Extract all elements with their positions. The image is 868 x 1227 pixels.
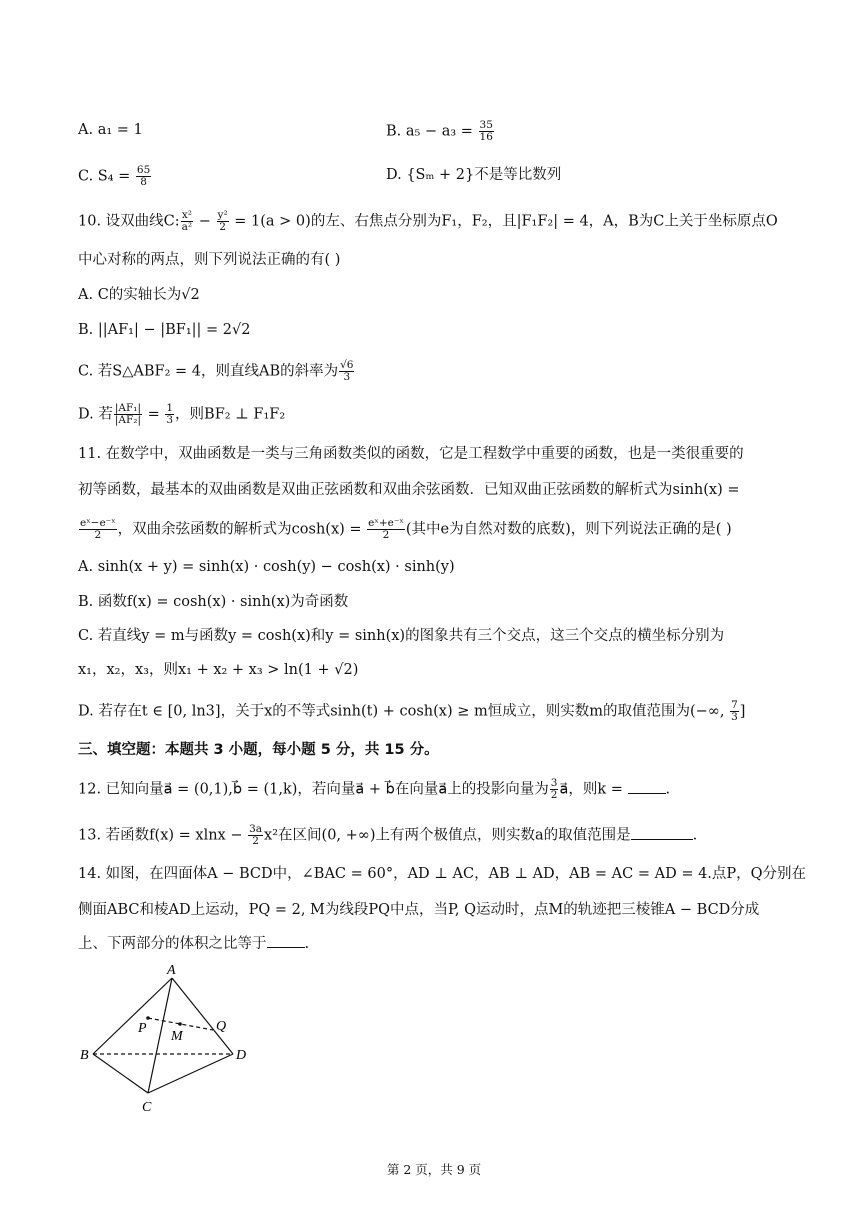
q11-stem-line3 [78, 518, 732, 541]
q12-num: 3 [550, 777, 558, 789]
page-footer [0, 1160, 868, 1178]
q14-text2: 侧面ABC和棱AD上运动，PQ = 2, M为线段PQ中点，当P, Q运动时，点M的轨迹把三棱锥A − BCD分成 [78, 902, 760, 918]
q11-stem-line2 [78, 480, 740, 500]
q9-c-denominator: 8 [140, 176, 147, 188]
edge-ab [93, 978, 172, 1054]
q10-stem-text3: 中心对称的两点，则下列说法正确的有( ) [78, 252, 341, 268]
q10-frac1-den: a² [181, 221, 193, 233]
q9-option-a-text: A. a₁ = 1 [78, 122, 143, 138]
q13-answer-blank[interactable] [631, 827, 693, 840]
q9-option-b-fraction [479, 120, 494, 143]
q10-stem-text2: = 1(a > 0)的左、右焦点分别为F₁，F₂，且|F₁F₂| = 4，A，B为C上关于坐标原点O [229, 213, 778, 230]
q10-d-frac1-num: |AF₁| [114, 402, 141, 414]
q13-period: . [692, 827, 698, 844]
tetrahedron-figure [70, 958, 270, 1118]
q10-frac2 [217, 210, 229, 233]
q10-option-a [78, 285, 200, 305]
q9-option-c [78, 165, 152, 188]
q10-frac2-den: 2 [219, 221, 226, 233]
page-number-text: 第 2 页，共 9 页 [386, 1162, 482, 1177]
q10-option-c-text: C. 若S△ABF₂ = 4，则直线AB的斜率为 [78, 363, 339, 380]
q10-frac1-num: x² [181, 209, 192, 221]
q11-option-b-text: B. 函数f(x) = cosh(x) · sinh(x)为奇函数 [78, 594, 349, 610]
q9-option-c-fraction [136, 165, 151, 188]
q12-den: 2 [550, 789, 558, 801]
q14-answer-blank[interactable] [267, 935, 305, 948]
q10-d-equals: = [142, 406, 165, 423]
q13 [78, 824, 697, 847]
q10-c-den: 3 [343, 371, 351, 383]
section-heading-text: 三、填空题：本题共 3 小题，每小题 5 分，共 15 分。 [78, 742, 439, 758]
q9-b-numerator: 35 [479, 119, 493, 131]
q12-text2: a⃗，则k = [559, 781, 628, 798]
q11-d-num: 7 [731, 699, 738, 711]
q11-sinh-frac [79, 518, 117, 541]
label-b: B [80, 1048, 89, 1063]
section-fill-in-heading [78, 740, 439, 760]
q13-text2: x²在区间(0, +∞)上有两个极值点，则实数a的取值范围是 [264, 827, 631, 844]
q10-frac2-num: y² [217, 209, 228, 221]
q11-text2: 初等函数，最基本的双曲函数是双曲正弦函数和双曲余弦函数．已知双曲正弦函数的解析式为sinh(x) = [78, 482, 740, 498]
q11-option-a-text: A. sinh(x + y) = sinh(x) · cosh(y) − cosh(x) · sinh(y) [78, 559, 455, 575]
q11-option-c-line2 [78, 660, 358, 680]
q9-option-a [78, 120, 143, 140]
q12-text1: 12. 已知向量a⃗ = (0,1),b⃗ = (1,k)，若向量a⃗ + b⃗在向量a⃗上的投影向量为 [78, 781, 549, 798]
point-p-dot [146, 1016, 150, 1020]
q11-cosh-den: 2 [382, 529, 390, 541]
label-p: P [138, 1021, 147, 1036]
label-c: C [142, 1100, 152, 1115]
q9-option-d [386, 165, 561, 185]
label-m: M [171, 1029, 183, 1044]
q11-sinh-den: 2 [94, 529, 102, 541]
q11-cosh-num: eˣ+e⁻ˣ [368, 517, 404, 529]
q13-num: 3a [249, 823, 263, 835]
edge-bc [93, 1054, 148, 1093]
q11-d-frac [730, 700, 739, 723]
q10-minus: − [194, 213, 216, 230]
q14-line3 [78, 934, 309, 954]
q11-stem-line1 [78, 444, 744, 464]
q11-cosh-frac [367, 518, 405, 541]
q12-answer-blank[interactable] [628, 781, 666, 794]
q9-option-d-text: D. {Sₘ + 2}不是等比数列 [386, 167, 562, 183]
q13-den: 2 [252, 835, 259, 847]
q10-option-a-text: A. C的实轴长为√2 [78, 287, 200, 303]
q10-option-b [78, 320, 251, 340]
point-m-dot [178, 1022, 182, 1026]
q10-d-frac1 [114, 403, 142, 426]
q10-d-frac2-den: 3 [166, 414, 174, 426]
q12-period: . [665, 781, 671, 798]
q11-option-c-text2: x₁，x₂，x₃，则x₁ + x₂ + x₃ > ln(1 + √2) [78, 662, 359, 678]
q9-b-denominator: 16 [479, 131, 493, 143]
q10-option-d [78, 403, 285, 426]
q11-option-a [78, 557, 455, 577]
q11-option-b [78, 592, 348, 612]
q13-text1: 13. 若函数f(x) = xlnx − [78, 827, 248, 844]
q11-option-c-text1: C. 若直线y = m与函数y = cosh(x)和y = sinh(x)的图象共有三个交点，这三个交点的横坐标分别为 [78, 628, 725, 644]
q10-d-frac2-num: 1 [166, 402, 174, 414]
q9-option-b-text: B. a₅ − a₃ = [386, 123, 478, 140]
q10-option-c [78, 360, 355, 383]
q9-option-b [386, 120, 495, 143]
q10-stem-text1: 10. 设双曲线C: [78, 213, 180, 230]
q14-line2 [78, 900, 759, 920]
q11-text3: ，双曲余弦函数的解析式为cosh(x) = [117, 521, 367, 538]
q14-text3: 上、下两部分的体积之比等于 [78, 936, 267, 952]
q10-option-c-fraction [339, 360, 354, 383]
q11-option-d [78, 700, 745, 723]
q14-text1: 14. 如图，在四面体A − BCD中，∠BAC = 60°，AD ⊥ AC，AB ⊥ AD，AB = AC = AD = 4.点P，Q分别在 [78, 866, 807, 882]
label-a: A [167, 963, 176, 978]
q10-d-frac2 [165, 403, 174, 426]
q11-option-c-line1 [78, 626, 724, 646]
q11-text1: 11. 在数学中，双曲函数是一类与三角函数类似的函数，它是工程数学中重要的函数，也是一类很重要的 [78, 446, 744, 462]
q10-option-d-text2: ，则BF₂ ⊥ F₁F₂ [175, 406, 286, 423]
q12-frac [550, 778, 559, 801]
q10-stem-line1 [78, 210, 778, 233]
q11-d-den: 3 [731, 711, 738, 723]
q10-option-d-text1: D. 若 [78, 406, 113, 423]
q13-frac [248, 824, 263, 847]
q10-d-frac1-den: |AF₂| [114, 414, 141, 426]
q10-frac1 [181, 210, 193, 233]
q10-option-b-text: B. ||AF₁| − |BF₁|| = 2√2 [78, 322, 251, 338]
q11-text4: (其中e为自然对数的底数)，则下列说法正确的是( ) [405, 521, 732, 538]
q9-option-c-text: C. S₄ = [78, 168, 135, 185]
q11-option-d-text1: D. 若存在t ∈ [0, ln3]，关于x的不等式sinh(t) + cosh(x) ≥ m恒成立，则实数m的取值范围为(−∞, [78, 703, 730, 720]
label-d: D [236, 1048, 247, 1063]
edge-ac [148, 978, 172, 1093]
q10-c-num: √6 [340, 359, 354, 371]
edge-cd [148, 1054, 233, 1093]
q14-line1 [78, 864, 806, 884]
label-q: Q [216, 1019, 227, 1034]
q10-stem-line2 [78, 250, 340, 270]
q11-sinh-num: eˣ−e⁻ˣ [80, 517, 116, 529]
q9-c-numerator: 65 [136, 164, 151, 176]
q11-option-d-text2: ] [739, 703, 746, 720]
q14-period: . [304, 936, 310, 952]
q12 [78, 778, 670, 801]
